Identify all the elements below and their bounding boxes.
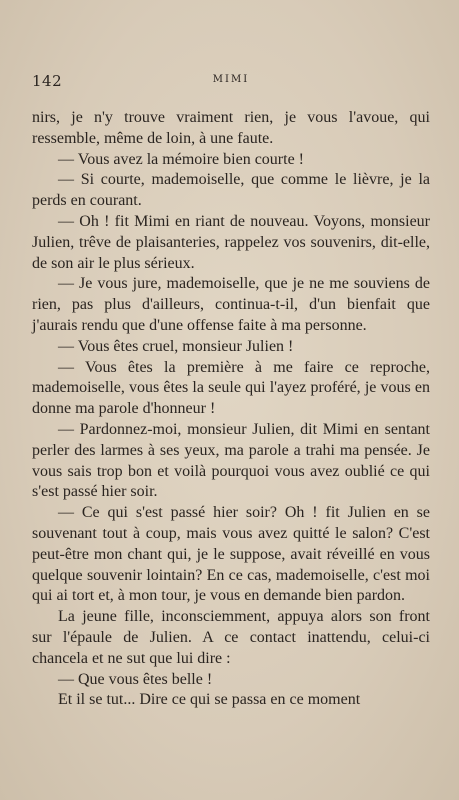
paragraph: La jeune fille, inconsciemment, appuya alors son front sur l'épaule de Julien. A ce contact inattendu, celui-ci chancela et ne sut que lui dire : — [32, 608, 430, 667]
body-text — [32, 108, 430, 711]
paragraph: — Oh ! fit Mimi en riant de nouveau. Voyons, monsieur Julien, trêve de plaisanteries, rappelez vos souvenirs, dit-elle, de son air le plus sérieux. — [32, 212, 430, 272]
paragraph: Et il se tut... Dire ce qui se passa en ce moment — [58, 691, 361, 709]
paragraph: — Vous êtes la première à me faire ce reproche, mademoiselle, vous êtes la seule qui l'ayez proféré, je vous en donne ma parole d'honneur ! — [32, 358, 430, 418]
running-title: MIMI — [212, 74, 250, 85]
paragraph: — Que vous êtes belle ! — [58, 670, 213, 688]
paragraph: — Vous êtes cruel, monsieur Julien ! — [58, 337, 294, 355]
paragraph: — Je vous jure, mademoiselle, que je ne me souviens de rien, pas plus d'ailleurs, continua-t-il, d'un bienfait que j'aurais rendu que d'une offense faite à ma personne. — [32, 275, 430, 334]
paragraph: — Pardonnez-moi, monsieur Julien, dit Mimi en sentant perler des larmes à ses yeux, ma parole a trahi ma pensée. Je vous sais trop bon et voilà pourquoi vous avez oublié ce qui s'est passé hier soir. — [32, 420, 430, 501]
paragraph: nirs, je n'y trouve vraiment rien, je vous l'avoue, qui ressemble, même de loin, à une faute. — [32, 109, 430, 147]
paragraph: — Si courte, mademoiselle, que comme le lièvre, je la perds en courant. — [32, 171, 430, 210]
page-header — [32, 72, 430, 92]
paragraph: — Vous avez la mémoire bien courte ! — [58, 150, 304, 168]
paragraph: — Ce qui s'est passé hier soir? Oh ! fit Julien en se souvenant tout à coup, mais vous avez quitté le salon? C'est peut-être mon chant qui, je le suppose, avait réveillé en vous quelque souvenir lointain? En ce cas, mademoiselle, c'est moi qui ai tort et, à mon tour, je vous en demande bien pardon. — [32, 504, 430, 605]
page-number: 142 — [32, 72, 63, 90]
